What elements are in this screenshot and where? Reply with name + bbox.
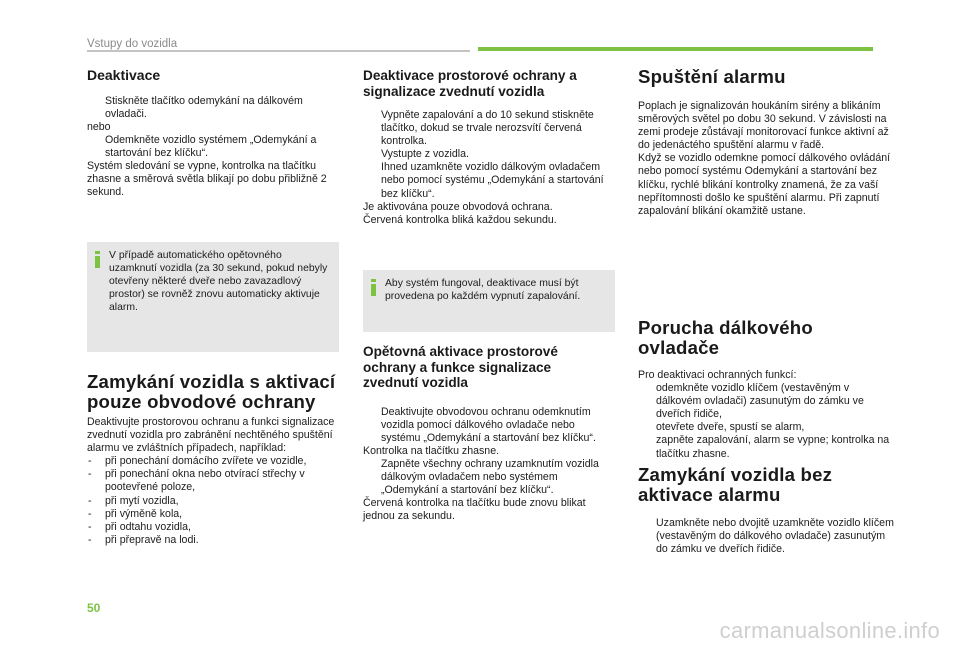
section-heading: Spuštění alarmu [638, 66, 786, 87]
list-item: zapněte zapalování, alarm se vypne; kontrolka na tlačítku zhasne. [656, 434, 890, 460]
list-item: Deaktivujte obvodovou ochranu odemknutím vozidla pomocí dálkového ovladače nebo systému „Odemykání a startování bez klíčku“. [381, 405, 596, 444]
list-item: - při mytí vozidla, [88, 494, 179, 507]
list-item: - při odtahu vozidla, [88, 520, 191, 533]
column-3 [638, 67, 894, 218]
list-item: Stiskněte tlačítko odemykání na dálkovém ovladači. [105, 94, 303, 120]
list-item: otevřete dveře, spustí se alarm, [656, 421, 805, 434]
info-icon [95, 251, 100, 265]
section-title: Opětovná aktivace prostorové ochrany a funkce signalizace zvednutí vozidla [363, 344, 558, 390]
header-accent-bar [478, 47, 873, 51]
info-icon [371, 279, 376, 293]
body-text: Je aktivována pouze obvodová ochrana. [363, 200, 553, 213]
list-item: Odemkněte vozidlo systémem „Odemykání a startování bez klíčku“. [105, 133, 317, 159]
list-item: odemkněte vozidlo klíčem (vestavěným v dálkovém ovladači) zasunutým do zámku ve dveřích řidiče, [656, 382, 864, 421]
section-title: Deaktivace prostorové ochrany a signalizace zvednutí vozidla [363, 68, 577, 99]
list-item: - při ponechání okna nebo otvírací střechy v pootevřené poloze, [88, 468, 305, 494]
body-text: Červená kontrolka na tlačítku bude znovu blikat jednou za sekundu. [363, 497, 586, 523]
list-item: - při ponechání domácího zvířete ve vozidle, [88, 455, 307, 468]
list-item: - při přepravě na lodi. [88, 533, 199, 546]
list-item: Ihned uzamkněte vozidlo dálkovým ovladačem nebo pomocí systému „Odemykání a startování bez klíčku“. [381, 161, 604, 200]
list-item: Zapněte všechny ochrany uzamknutím vozidla dálkovým ovladačem nebo systémem „Odemykání a startování bez klíčku“. [381, 457, 599, 497]
body-text: Poplach je signalizován houkáním sirény a blikáním směrových světel po dobu 30 sekund. V závislosti na zemi prodeje zůstávají monitorovací funkce aktivní až do jedenáctého spuštění alarmu v řadě. [638, 100, 889, 152]
column-1-lower [87, 372, 339, 547]
body-text: Červená kontrolka bliká každou sekundu. [363, 213, 557, 226]
note-text: Aby systém fungoval, deaktivace musí být provedena po každém vypnutí zapalování. [385, 278, 581, 302]
header-divider [87, 50, 470, 52]
column-3-lower [638, 465, 894, 556]
column-2 [363, 68, 615, 227]
column-2-lower [363, 344, 615, 523]
list-item: Vystupte z vozidla. [381, 148, 469, 161]
column-3-middle [638, 318, 894, 461]
info-note [87, 242, 339, 352]
body-text: Pro deaktivaci ochranných funkcí: [638, 369, 797, 381]
page-number: 50 [87, 601, 101, 615]
section-heading: Zamykání vozidla s aktivací pouze obvodové ochrany [87, 371, 336, 412]
list-item: - při výměně kola, [88, 507, 183, 520]
body-text: Když se vozidlo odemkne pomocí dálkového ovládání nebo pomocí systému Odemykání a startování bez klíčku, rychlé blikání kontrolky znamená, že za vaší nepřítomnosti došlo ke spuštění alarmu. Při zapnutí zapalování blikání okamžitě ustane. [638, 152, 891, 217]
body-text: Deaktivujte prostorovou ochranu a funkci signalizace zvednutí vozidla pro zabránění nechtěného spuštění alarmu ve zvláštních případech, například: [87, 416, 335, 455]
column-1 [87, 68, 339, 199]
info-note [363, 270, 615, 332]
list-item: Uzamkněte nebo dvojitě uzamkněte vozidlo klíčem (vestavěným do dálkového ovladače) zasunutým do zámku ve dveřích řidiče. [656, 517, 894, 556]
deactivation-title: Deaktivace [87, 67, 161, 83]
body-text: Systém sledování se vypne, kontrolka na tlačítku zhasne a směrová světla blikají po dobu přibližně 2 sekund. [87, 159, 327, 199]
note-text: V případě automatického opětovného uzamknutí vozidla (za 30 sekund, pokud nebyly otevřeny některé dveře nebo zavazadlový prostor) se rovněž znovu automaticky aktivuje alarm. [109, 250, 328, 313]
watermark: carmanualsonline.info [719, 618, 940, 643]
list-item: Vypněte zapalování a do 10 sekund stiskněte tlačítko, dokud se trvale nerozsvítí červená kontrolka. [381, 109, 594, 148]
or-text: nebo [87, 120, 111, 133]
body-text: Kontrolka na tlačítku zhasne. [363, 444, 500, 457]
section-header: Vstupy do vozidla [87, 38, 178, 50]
section-heading: Zamykání vozidla bez aktivace alarmu [638, 464, 833, 505]
section-heading: Porucha dálkového ovladače [638, 317, 813, 358]
